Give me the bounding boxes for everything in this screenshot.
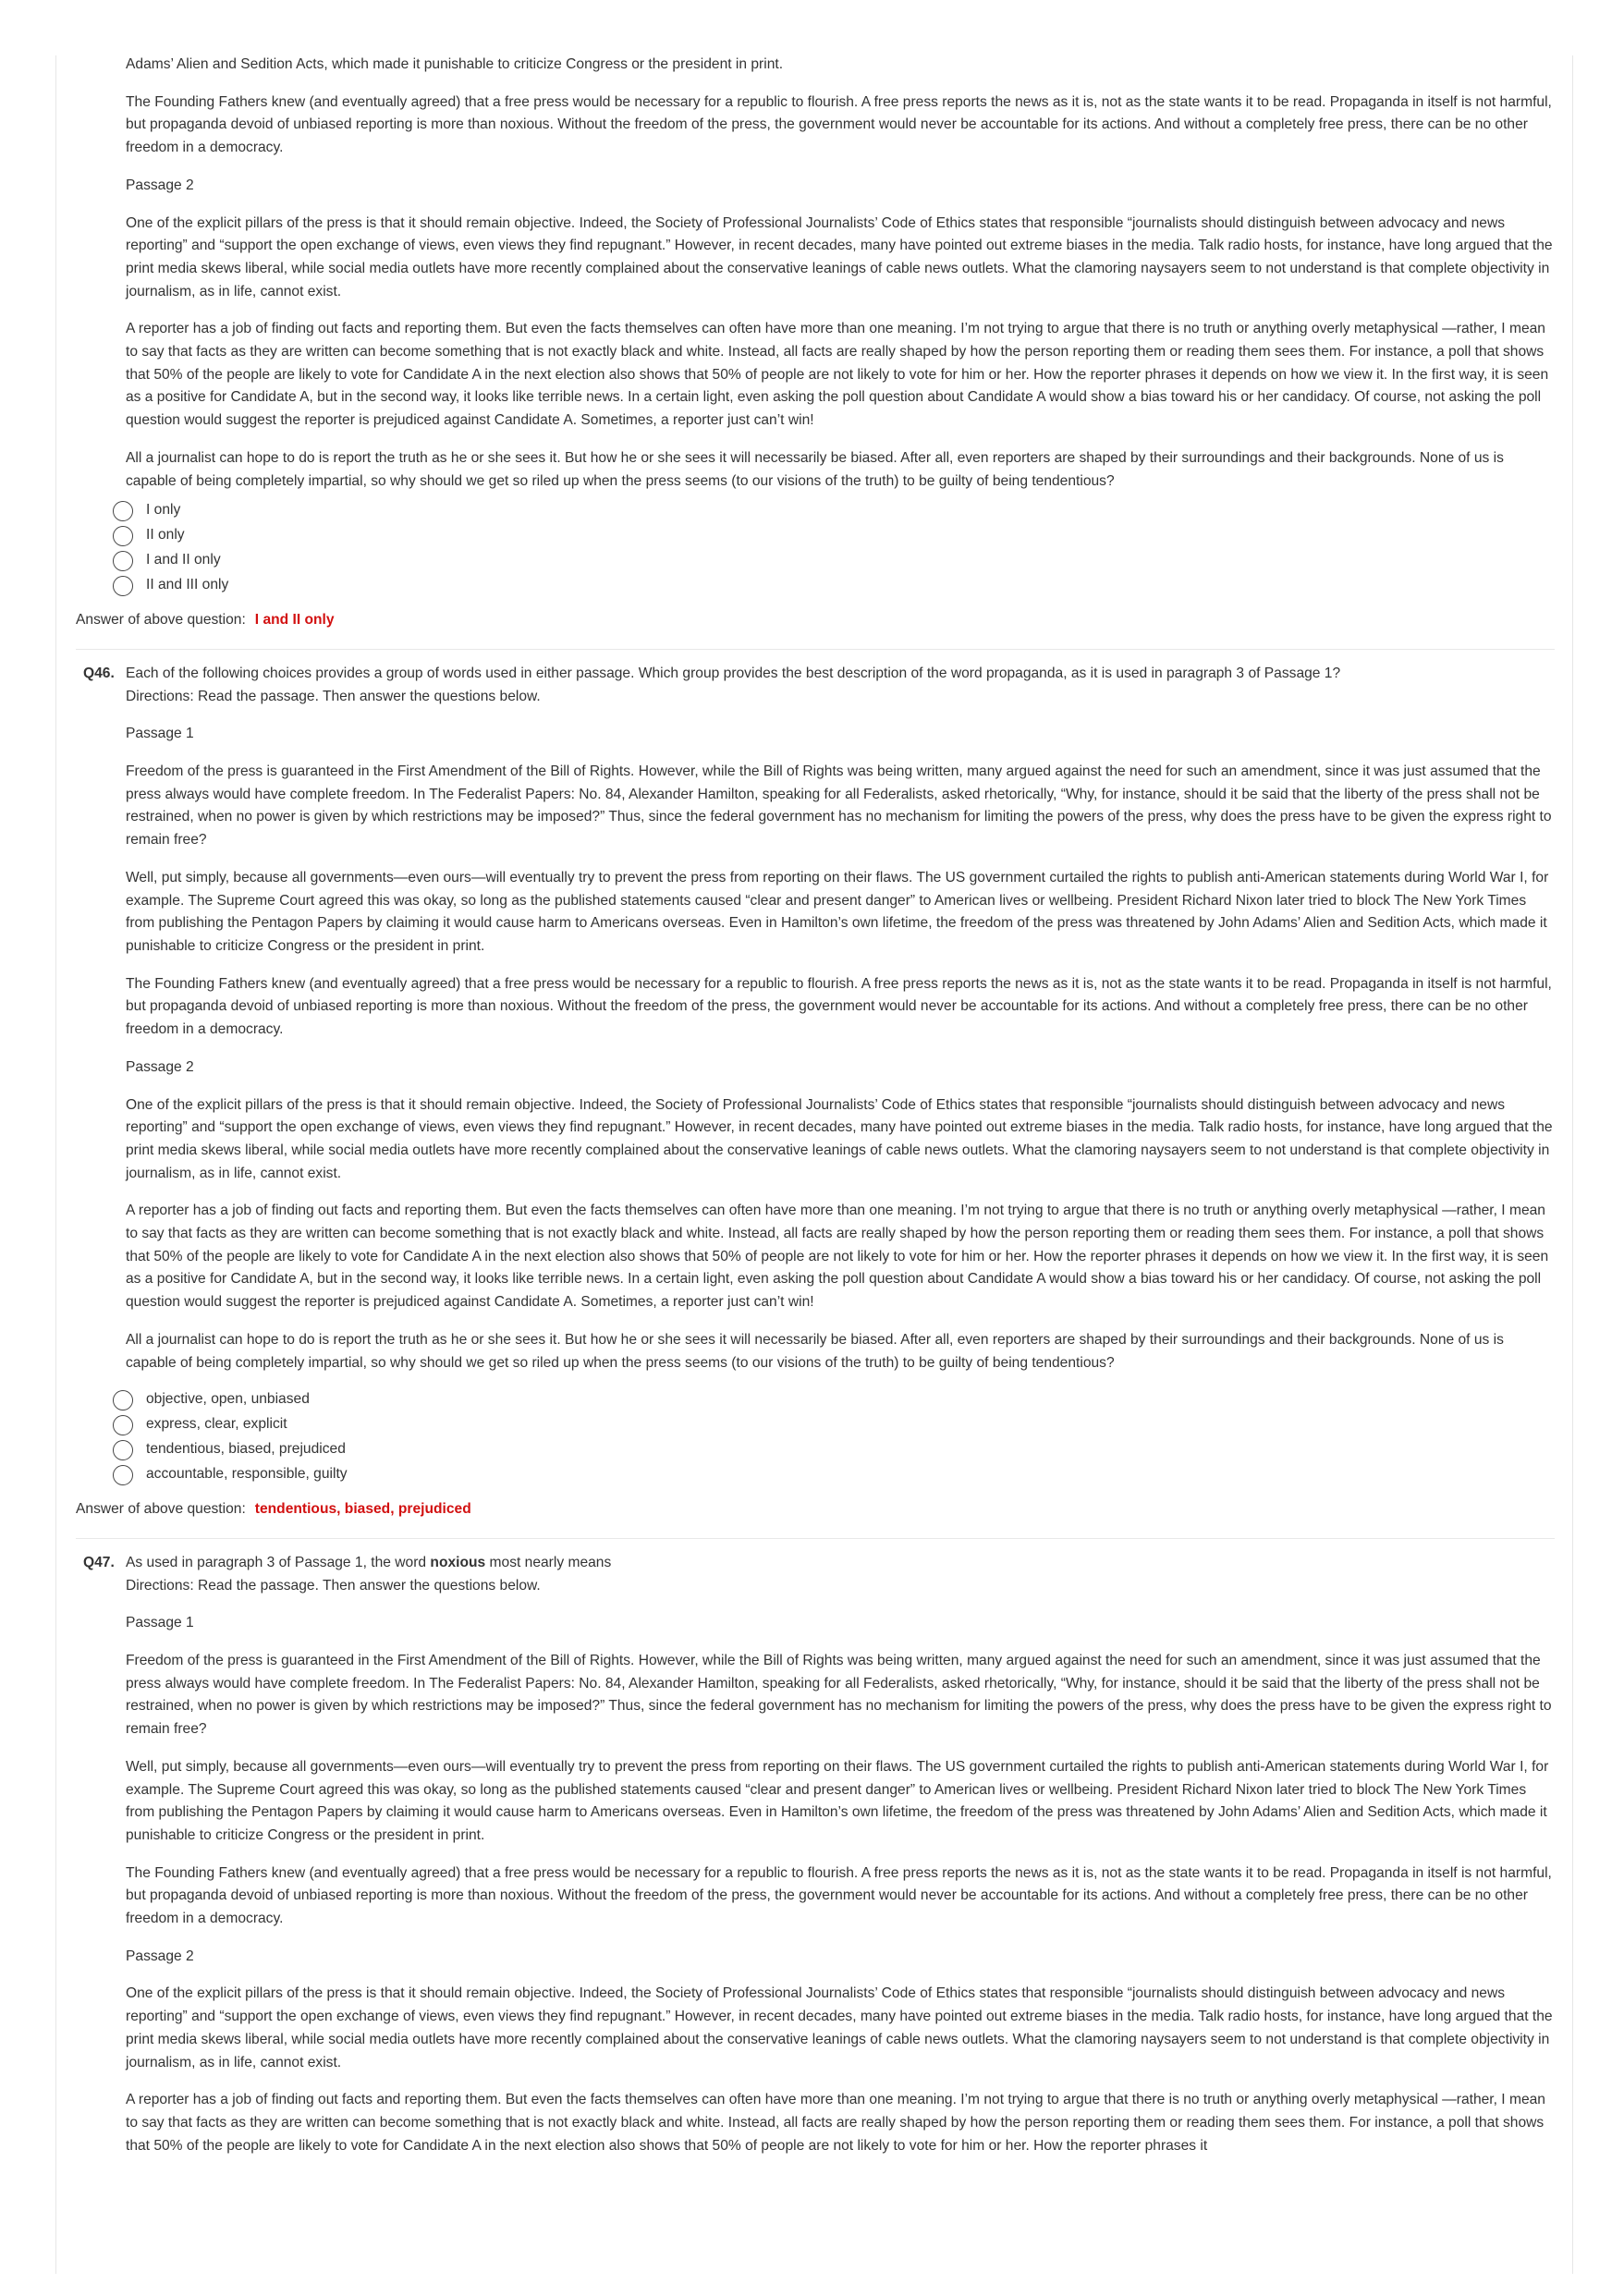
directions: Directions: Read the passage. Then answer the questions below. bbox=[126, 688, 541, 704]
question-text: Each of the following choices provides a group of words used in either passage. Which group provides the best description of the word propaganda, as it is used in paragraph 3 of Passage 1? bbox=[126, 665, 1341, 681]
passage2-paragraph1: One of the explicit pillars of the press is that it should remain objective. Indeed, the Society of Professional Journalists’ Code of Ethics states that responsible “journalists should distinguish between advocacy and news reporting” and “support the open exchange of views, even views they find repugnant.” However, in recent decades, many have pointed out extreme biases in the media. Talk radio hosts, for instance, have long argued that the print media skews liberal, while social media outlets have more recently complained about the conservative leanings of cable news outlets. What the clamoring naysayers seem to not understand is that complete objectivity in journalism, as in life, cannot exist. bbox=[126, 1096, 1553, 1181]
radio-button[interactable] bbox=[113, 1440, 133, 1460]
question-divider bbox=[76, 1538, 1555, 1539]
answer-options bbox=[113, 498, 1555, 598]
question-46 bbox=[76, 663, 1555, 1521]
document-content bbox=[76, 54, 1555, 2172]
option-label: II only bbox=[146, 527, 185, 543]
passage1-paragraph3: The Founding Fathers knew (and eventually agreed) that a free press would be necessary for a republic to flourish. A free press reports the news as it is, not as the state wants it to be read. Propaganda in itself is not harmful, but propaganda devoid of unbiased reporting is more than noxious. Without the freedom of the press, the government would never be accountable for its actions. And without a completely free press, there can be no other freedom in a democracy. bbox=[126, 975, 1552, 1038]
option-row[interactable] bbox=[113, 1412, 1555, 1437]
question-45-tail bbox=[76, 54, 1555, 632]
answer-value: tendentious, biased, prejudiced bbox=[254, 1501, 471, 1518]
passage1-label: Passage 1 bbox=[126, 1615, 194, 1631]
radio-button[interactable] bbox=[113, 526, 133, 546]
option-row[interactable] bbox=[113, 573, 1555, 598]
answer-line bbox=[76, 1498, 1555, 1521]
question-47 bbox=[76, 1552, 1555, 2157]
radio-button[interactable] bbox=[113, 501, 133, 521]
passage2-paragraph3: All a journalist can hope to do is report the truth as he or she sees it. But how he or she sees it will necessarily be biased. After all, even reporters are shaped by their surroundings and their backgrounds. None of us is capable of being completely impartial, so why should we get so riled up when the press seems (to our visions of the truth) to be guilty of being tendentious? bbox=[126, 449, 1504, 489]
question-number: Q46. bbox=[83, 665, 115, 681]
question-text-post: most nearly means bbox=[485, 1554, 612, 1570]
option-row[interactable] bbox=[113, 1462, 1555, 1487]
question-number: Q47. bbox=[83, 1554, 115, 1570]
option-row[interactable] bbox=[113, 523, 1555, 548]
answer-options bbox=[113, 1387, 1555, 1487]
passage1-label: Passage 1 bbox=[126, 726, 194, 742]
question-divider bbox=[76, 649, 1555, 650]
passage2-paragraph2: A reporter has a job of finding out facts and reporting them. But even the facts themselves can often have more than one meaning. I’m not trying to argue that there is no truth or anything overly metaphysical —rather, I mean to say that facts as they are written can become something that is not exactly black and white. Instead, all facts are really shaped by how the person reporting them or reading them sees them. For instance, a poll that shows that 50% of the people are likely to vote for Candidate A in the next election also shows that 50% of people are not likely to vote for him or her. How the reporter phrases it bbox=[126, 2092, 1545, 2154]
passage2-paragraph2: A reporter has a job of finding out facts and reporting them. But even the facts themselves can often have more than one meaning. I’m not trying to argue that there is no truth or anything overly metaphysical —rather, I mean to say that facts as they are written can become something that is not exactly black and white. Instead, all facts are really shaped by how the person reporting them or reading them sees them. For instance, a poll that shows that 50% of the people are likely to vote for Candidate A in the next election also shows that 50% of people are not likely to vote for him or her. How the reporter phrases it depends on how we view it. In the first way, it is seen as a positive for Candidate A, but in the second way, it looks like terrible news. In a certain light, even asking the poll question about Candidate A would show a bias toward his or her candidacy. Of course, not asking the poll question would suggest the reporter is prejudiced against Candidate A. Sometimes, a reporter just can’t win! bbox=[126, 1203, 1549, 1311]
option-label: accountable, responsible, guilty bbox=[146, 1466, 348, 1483]
option-row[interactable] bbox=[113, 498, 1555, 523]
answer-line bbox=[76, 609, 1555, 632]
option-label: I only bbox=[146, 502, 181, 519]
passage1-paragraph3: The Founding Fathers knew (and eventually agreed) that a free press would be necessary for a republic to flourish. A free press reports the news as it is, not as the state wants it to be read. Propaganda in itself is not harmful, but propaganda devoid of unbiased reporting is more than noxious. Without the freedom of the press, the government would never be accountable for its actions. And without a completely free press, there can be no other freedom in a democracy. bbox=[126, 1864, 1552, 1927]
radio-button[interactable] bbox=[113, 576, 133, 596]
radio-button[interactable] bbox=[113, 551, 133, 571]
answer-value: I and II only bbox=[254, 612, 335, 629]
passage1-paragraph3: The Founding Fathers knew (and eventually agreed) that a free press would be necessary for a republic to flourish. A free press reports the news as it is, not as the state wants it to be read. Propaganda in itself is not harmful, but propaganda devoid of unbiased reporting is more than noxious. Without the freedom of the press, the government would never be accountable for its actions. And without a completely free press, there can be no other freedom in a democracy. bbox=[126, 93, 1552, 156]
question-text-pre: As used in paragraph 3 of Passage 1, the word bbox=[126, 1554, 431, 1570]
option-label: II and III only bbox=[146, 577, 229, 593]
passage1-paragraph2-end: Adams’ Alien and Sedition Acts, which made it punishable to criticize Congress or the president in print. bbox=[126, 56, 784, 72]
option-row[interactable] bbox=[113, 548, 1555, 573]
radio-button[interactable] bbox=[113, 1415, 133, 1435]
passage2-label: Passage 2 bbox=[126, 1948, 194, 1964]
option-label: I and II only bbox=[146, 552, 221, 568]
passage1-paragraph1: Freedom of the press is guaranteed in the First Amendment of the Bill of Rights. However, while the Bill of Rights was being written, many argued against the need for such an amendment, since it was just assumed that the press always would have complete freedom. In The Federalist Papers: No. 84, Alexander Hamilton, speaking for all Federalists, asked rhetorically, “Why, for instance, should it be said that the liberty of the press shall not be restrained, when no power is given by which restrictions may be imposed?” Thus, since the federal government has no mechanism for limiting the powers of the press, why does the press have to be given the express right to remain free? bbox=[126, 763, 1552, 849]
radio-button[interactable] bbox=[113, 1390, 133, 1411]
answer-label: Answer of above question: bbox=[76, 1501, 246, 1518]
passage2-paragraph3: All a journalist can hope to do is report the truth as he or she sees it. But how he or she sees it will necessarily be biased. After all, even reporters are shaped by their surroundings and their backgrounds. None of us is capable of being completely impartial, so why should we get so riled up when the press seems (to our visions of the truth) to be guilty of being tendentious? bbox=[126, 1331, 1504, 1371]
passage1-paragraph2: Well, put simply, because all governments—even ours—will eventually try to prevent the press from reporting on their flaws. The US government curtailed the rights to publish anti-American statements during World War I, for example. The Supreme Court agreed this was okay, so long as the published statements caused “clear and present danger” to American lives or wellbeing. President Richard Nixon later tried to block The New York Times from publishing the Pentagon Papers by claiming it would cause harm to Americans overseas. Even in Hamilton’s own lifetime, the freedom of the press was threatened by John Adams’ Alien and Sedition Acts, which made it punishable to criticize Congress or the president in print. bbox=[126, 869, 1549, 954]
option-row[interactable] bbox=[113, 1387, 1555, 1412]
option-label: objective, open, unbiased bbox=[146, 1391, 310, 1408]
question-keyword: noxious bbox=[430, 1554, 486, 1570]
option-label: tendentious, biased, prejudiced bbox=[146, 1441, 346, 1458]
passage1-paragraph1: Freedom of the press is guaranteed in the First Amendment of the Bill of Rights. However, while the Bill of Rights was being written, many argued against the need for such an amendment, since it was just assumed that the press always would have complete freedom. In The Federalist Papers: No. 84, Alexander Hamilton, speaking for all Federalists, asked rhetorically, “Why, for instance, should it be said that the liberty of the press shall not be restrained, when no power is given by which restrictions may be imposed?” Thus, since the federal government has no mechanism for limiting the powers of the press, why does the press have to be given the express right to remain free? bbox=[126, 1653, 1552, 1738]
passage2-label: Passage 2 bbox=[126, 1058, 194, 1075]
passage2-paragraph2: A reporter has a job of finding out facts and reporting them. But even the facts themselves can often have more than one meaning. I’m not trying to argue that there is no truth or anything overly metaphysical —rather, I mean to say that facts as they are written can become something that is not exactly black and white. Instead, all facts are really shaped by how the person reporting them or reading them sees them. For instance, a poll that shows that 50% of the people are likely to vote for Candidate A in the next election also shows that 50% of people are not likely to vote for him or her. How the reporter phrases it depends on how we view it. In the first way, it is seen as a positive for Candidate A, but in the second way, it looks like terrible news. In a certain light, even asking the poll question about Candidate A would show a bias toward his or her candidacy. Of course, not asking the poll question would suggest the reporter is prejudiced against Candidate A. Sometimes, a reporter just can’t win! bbox=[126, 321, 1549, 429]
passage2-label: Passage 2 bbox=[126, 177, 194, 193]
answer-label: Answer of above question: bbox=[76, 612, 246, 629]
passage2-paragraph1: One of the explicit pillars of the press is that it should remain objective. Indeed, the Society of Professional Journalists’ Code of Ethics states that responsible “journalists should distinguish between advocacy and news reporting” and “support the open exchange of views, even views they find repugnant.” However, in recent decades, many have pointed out extreme biases in the media. Talk radio hosts, for instance, have long argued that the print media skews liberal, while social media outlets have more recently complained about the conservative leanings of cable news outlets. What the clamoring naysayers seem to not understand is that complete objectivity in journalism, as in life, cannot exist. bbox=[126, 214, 1553, 299]
passage2-paragraph1: One of the explicit pillars of the press is that it should remain objective. Indeed, the Society of Professional Journalists’ Code of Ethics states that responsible “journalists should distinguish between advocacy and news reporting” and “support the open exchange of views, even views they find repugnant.” However, in recent decades, many have pointed out extreme biases in the media. Talk radio hosts, for instance, have long argued that the print media skews liberal, while social media outlets have more recently complained about the conservative leanings of cable news outlets. What the clamoring naysayers seem to not understand is that complete objectivity in journalism, as in life, cannot exist. bbox=[126, 1985, 1553, 2070]
option-label: express, clear, explicit bbox=[146, 1416, 287, 1433]
directions: Directions: Read the passage. Then answer the questions below. bbox=[126, 1577, 541, 1594]
passage1-paragraph2: Well, put simply, because all governments—even ours—will eventually try to prevent the press from reporting on their flaws. The US government curtailed the rights to publish anti-American statements during World War I, for example. The Supreme Court agreed this was okay, so long as the published statements caused “clear and present danger” to American lives or wellbeing. President Richard Nixon later tried to block The New York Times from publishing the Pentagon Papers by claiming it would cause harm to Americans overseas. Even in Hamilton’s own lifetime, the freedom of the press was threatened by John Adams’ Alien and Sedition Acts, which made it punishable to criticize Congress or the president in print. bbox=[126, 1758, 1549, 1843]
question-text bbox=[126, 1552, 611, 1575]
option-row[interactable] bbox=[113, 1437, 1555, 1462]
radio-button[interactable] bbox=[113, 1465, 133, 1485]
